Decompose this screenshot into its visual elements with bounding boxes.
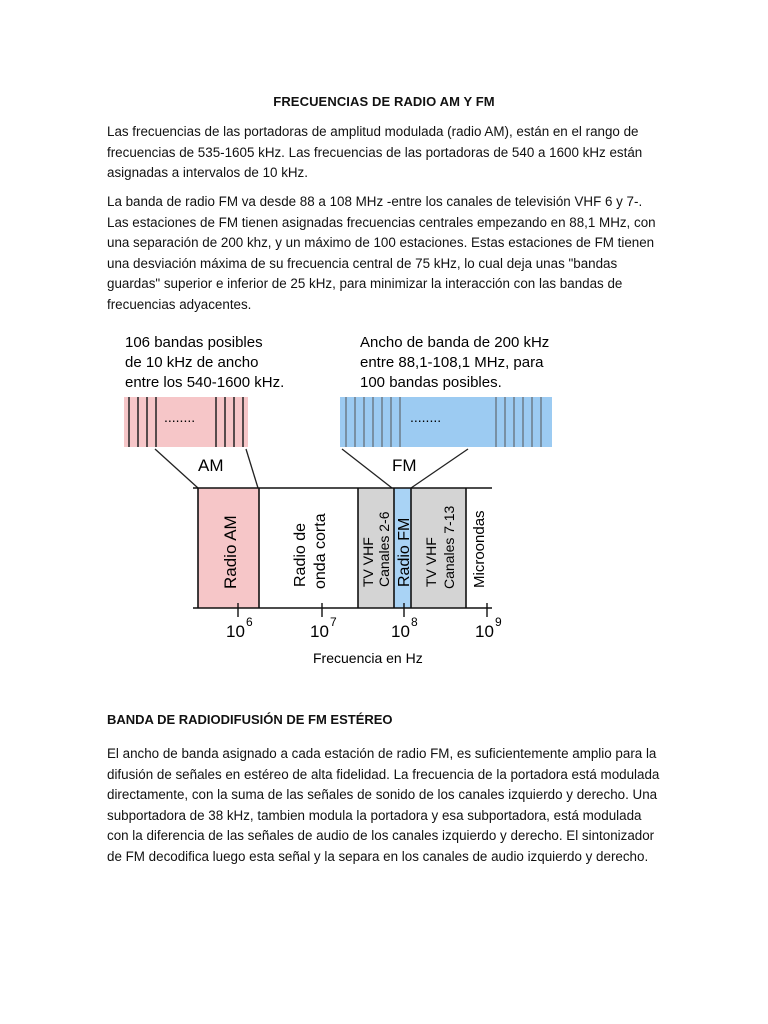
tick-base-9: 10 [475, 622, 494, 641]
fm-label: FM [392, 456, 417, 475]
tick-exp-6: 6 [246, 615, 253, 629]
fm-channel-strip [340, 397, 552, 447]
fm-note-line-3: 100 bandas posibles. [360, 374, 502, 391]
frequency-spectrum-diagram [0, 325, 768, 675]
am-note-line-3: entre los 540-1600 kHz. [125, 374, 285, 391]
fm-ellipsis: ........ [410, 409, 442, 425]
label-tv-low-1: TV VHF [360, 537, 376, 587]
tick-exp-9: 9 [495, 615, 502, 629]
tick-exp-7: 7 [330, 615, 337, 629]
label-onda-corta-2: onda corta [312, 513, 329, 589]
tick-base-8: 10 [391, 622, 410, 641]
label-radio-fm: Radio FM [396, 517, 413, 587]
fm-note-line-1: Ancho de banda de 200 kHz [360, 334, 550, 351]
am-note-line-1: 106 bandas posibles [125, 334, 263, 351]
label-microondas: Microondas [471, 510, 488, 588]
tick-exp-8: 8 [411, 615, 418, 629]
label-radio-am: Radio AM [221, 515, 240, 589]
am-note-line-2: de 10 kHz de ancho [125, 354, 259, 371]
label-tv-high-1: TV VHF [423, 537, 439, 587]
page-title: FRECUENCIAS DE RADIO AM Y FM [273, 94, 495, 109]
fm-note-line-2: entre 88,1-108,1 MHz, para [360, 354, 544, 371]
tick-base-7: 10 [310, 622, 329, 641]
section-heading: BANDA DE RADIODIFUSIÓN DE FM ESTÉREO [107, 712, 393, 727]
am-paragraph: Las frecuencias de las portadoras de amplitud modulada (radio AM), están en el rango de frecuencias de 535-1605 kHz. Las frecuencias de las portadoras de 540 a 1600 kHz están asignadas a intervalos de 10 kHz. [107, 124, 643, 180]
am-label: AM [198, 456, 224, 475]
fm-paragraph: La banda de radio FM va desde 88 a 108 MHz -entre los canales de televisión VHF 6 y 7-. Las estaciones de FM tienen asignadas frecuencias centrales empezando en 88,1 MHz, con una separación de 200 khz, y un máximo de 100 estaciones. Estas estaciones de FM tienen una desviación máxima de su frecuencia central de 75 kHz, lo cual deja unas "bandas guardas" superior e inferior de 25 kHz, para minimizar la interacción con las bandas de frecuencias adyacentes. [107, 194, 656, 312]
stereo-paragraph: El ancho de banda asignado a cada estación de radio FM, es suficientemente amplio para la difusión de señales en estéreo de alta fidelidad. La frecuencia de la portadora está modulada directamente, con la suma de las señales de sonido de los canales izquierdo y derecho. Una subportadora de 38 kHz, tambien modula la portadora y esa subportadora, está modulada con la diferencia de las señales de audio de los canales izquierdo y derecho. El sintonizador de FM decodifica luego esta señal y la separa en los canales de audio izquierdo y derecho. [107, 746, 660, 864]
label-tv-high-2: Canales 7-13 [441, 505, 457, 589]
axis-label: Frecuencia en Hz [313, 650, 423, 666]
label-onda-corta-1: Radio de [292, 522, 309, 587]
am-ellipsis: ........ [164, 409, 196, 425]
label-tv-low-2: Canales 2-6 [376, 511, 392, 587]
tick-base-6: 10 [226, 622, 245, 641]
